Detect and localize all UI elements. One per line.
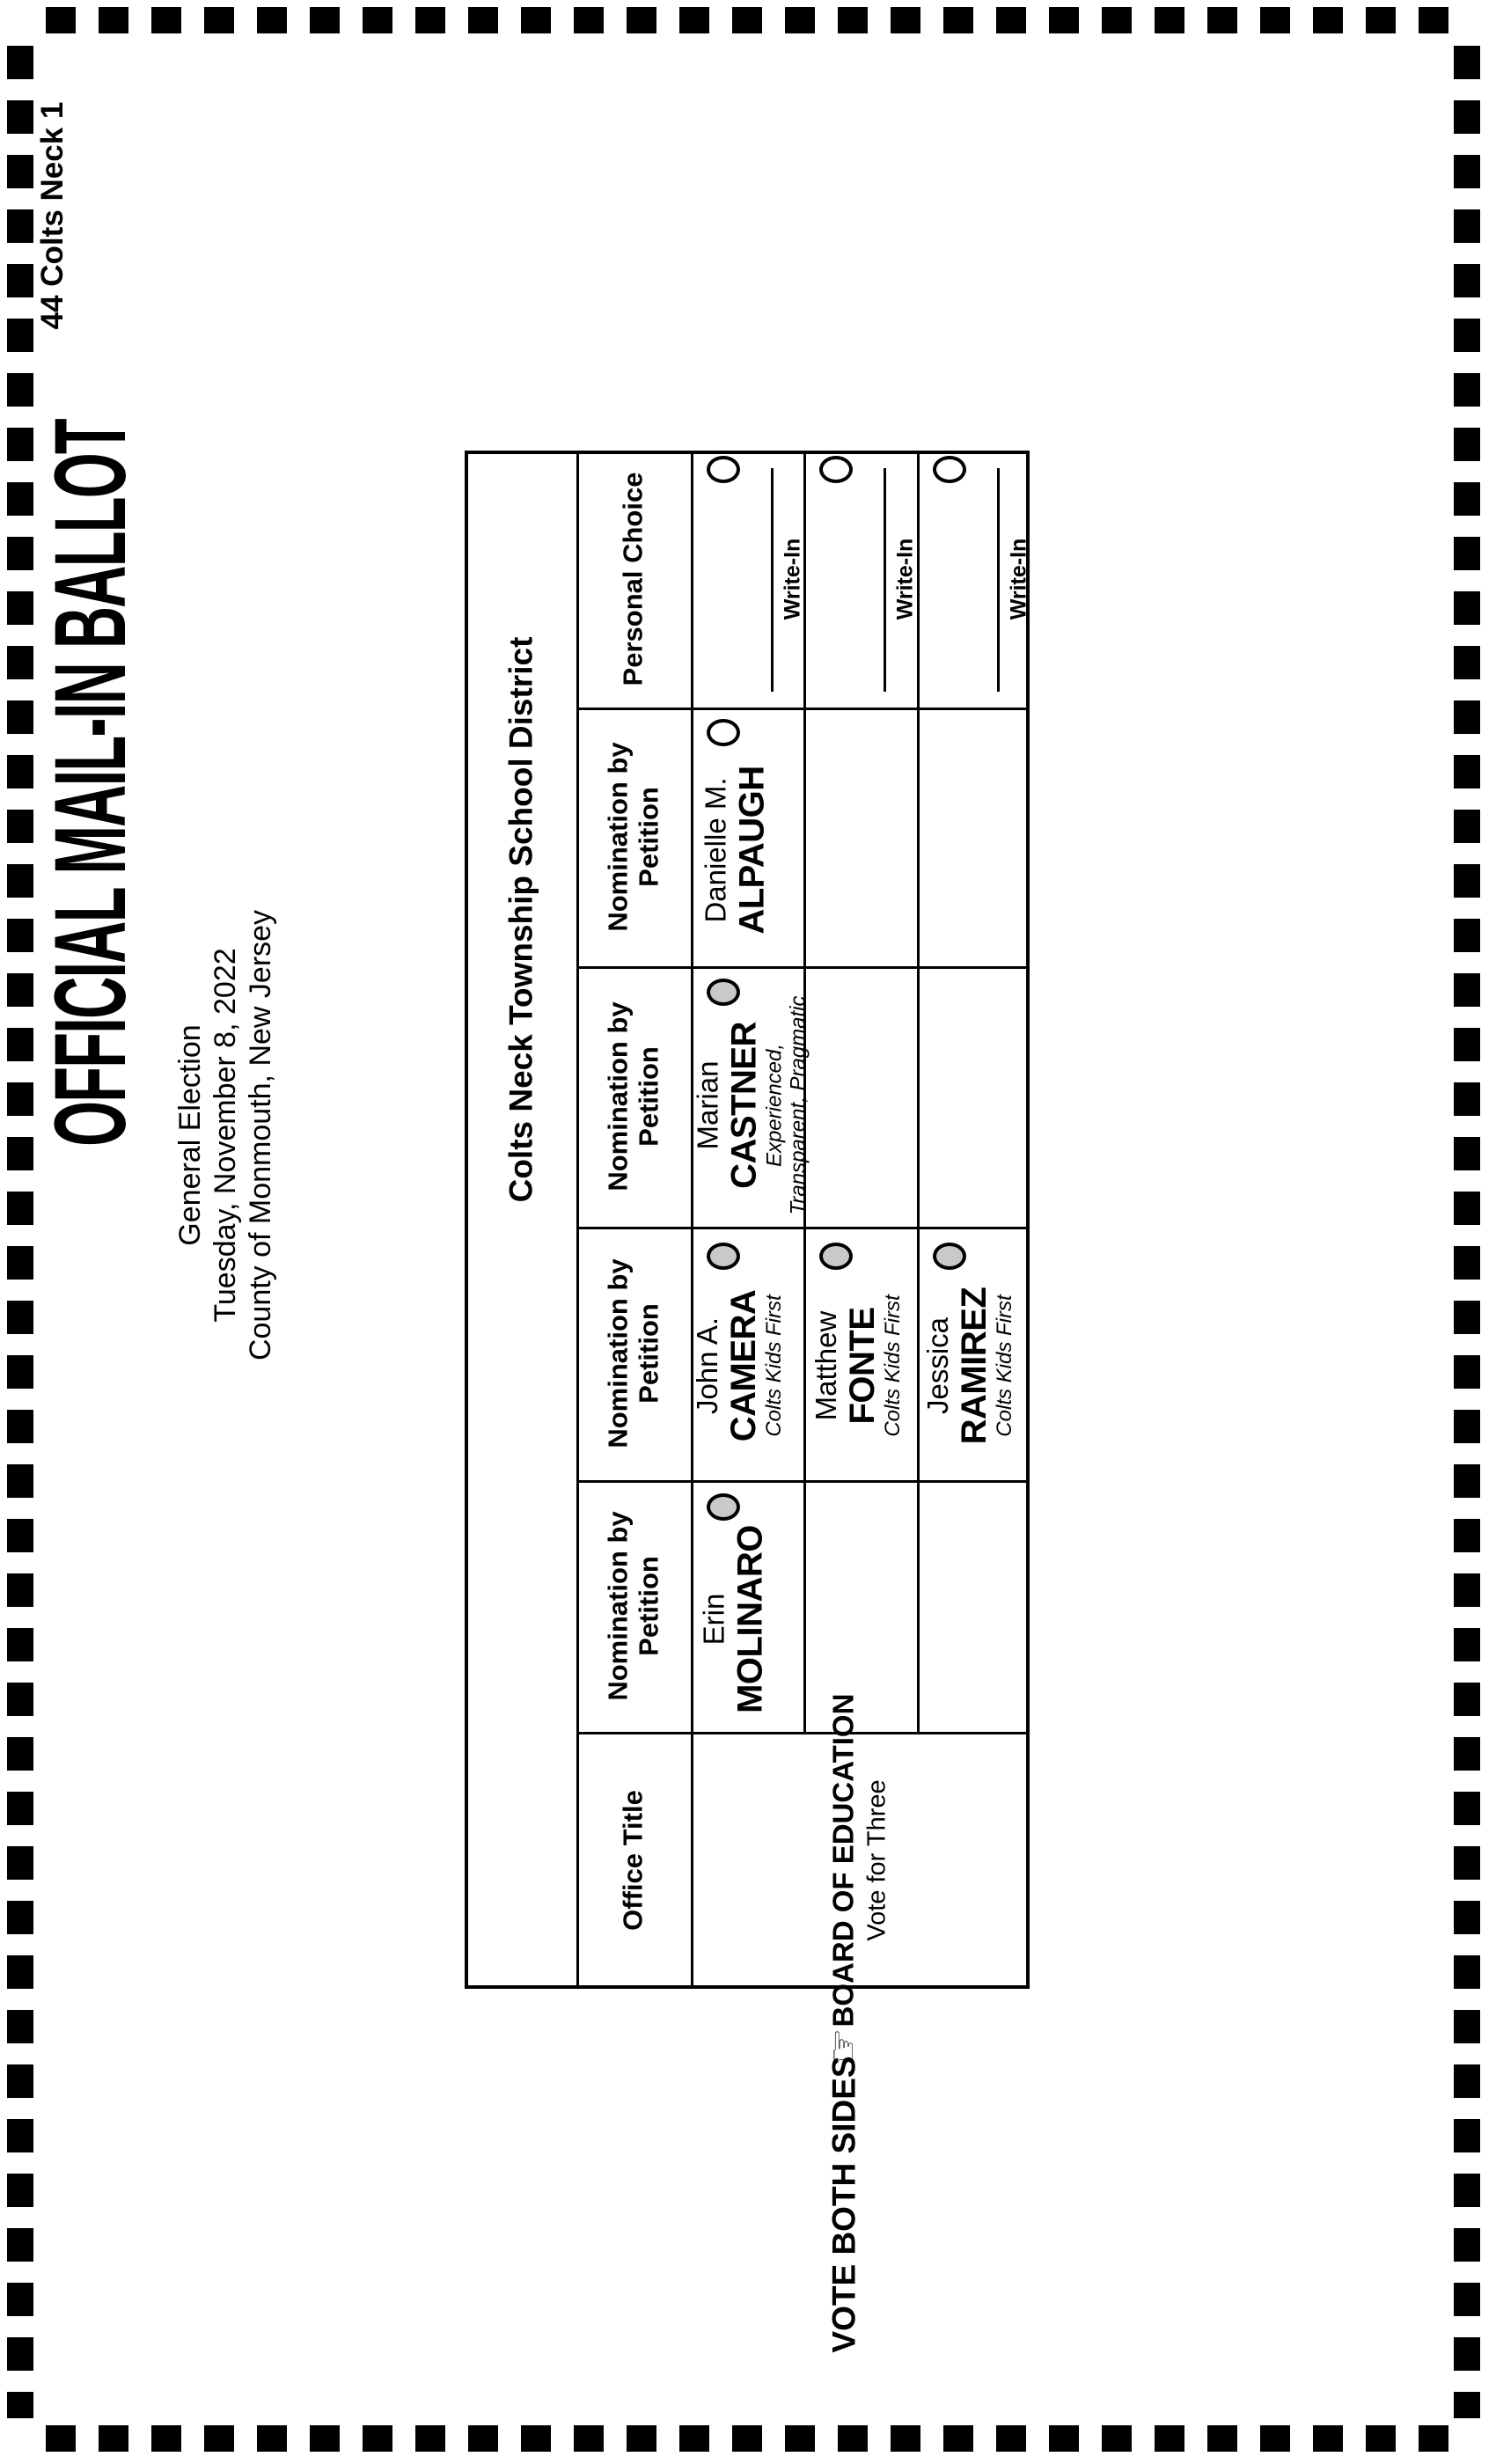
candidate-castner-name-line: Marian — [691, 1060, 724, 1150]
candidate-castner-slogan-line1: Experienced, — [762, 1043, 787, 1168]
write-in-line-1[interactable] — [771, 468, 774, 692]
ballot-table — [465, 451, 1030, 1989]
table-line-title-separator — [576, 451, 579, 1989]
write-in-line-3[interactable] — [997, 468, 1000, 692]
ballot-title: OFFICIAL MAIL-IN BALLOT — [33, 420, 147, 1147]
table-line-strip4-strip5 — [576, 1480, 1030, 1483]
header-nomination-2-line1: Nomination by — [602, 1001, 634, 1192]
candidate-camera-slogan: Colts Kids First — [762, 1294, 787, 1437]
candidate-alpaugh — [700, 766, 772, 934]
dashed-border-left — [7, 46, 33, 2418]
candidate-camera — [692, 1290, 787, 1442]
header-nomination-2-line2: Petition — [633, 1046, 664, 1147]
write-in-bubble-3[interactable] — [933, 456, 966, 483]
table-line-header-separator — [691, 451, 693, 1989]
dashed-border-top — [46, 7, 1450, 33]
candidate-alpaugh-surname: ALPAUGH — [732, 766, 772, 935]
candidate-camera-surname: CAMERA — [724, 1289, 764, 1442]
candidate-molinaro — [699, 1525, 770, 1713]
candidate-ramirez — [922, 1287, 1017, 1445]
candidate-fonte-slogan: Colts Kids First — [881, 1294, 906, 1437]
write-in-line-2[interactable] — [884, 468, 886, 692]
table-line-strip5-strip6 — [576, 1732, 1030, 1734]
dashed-border-bottom — [46, 2425, 1450, 2452]
pointing-hand-icon: ☞ — [819, 2028, 866, 2064]
bubble-molinaro[interactable] — [707, 1493, 740, 1521]
header-nomination-3-line1: Nomination by — [602, 1258, 634, 1448]
bubble-ramirez[interactable] — [933, 1243, 966, 1270]
vote-both-sides-label: VOTE BOTH SIDES — [825, 2056, 862, 2353]
header-nomination-4-line2: Petition — [633, 1556, 664, 1656]
header-nomination-1-line2: Petition — [633, 787, 664, 887]
bubble-camera[interactable] — [707, 1243, 740, 1270]
header-office-title: Office Title — [617, 1790, 649, 1931]
candidate-ramirez-surname: RAMIREZ — [955, 1287, 994, 1445]
candidate-ramirez-name-line: Jessica — [921, 1316, 955, 1415]
candidate-molinaro-surname: MOLINARO — [730, 1525, 770, 1713]
candidate-ramirez-slogan: Colts Kids First — [993, 1294, 1017, 1437]
subtitle-county: County of Monmouth, New Jersey — [244, 909, 278, 1361]
candidate-fonte-surname: FONTE — [843, 1307, 883, 1425]
office-cell — [825, 1694, 893, 2028]
dashed-border-right — [1454, 46, 1480, 2418]
table-line-strip1-strip2 — [576, 708, 1030, 710]
candidate-fonte — [810, 1294, 906, 1436]
header-nomination-4 — [603, 1511, 664, 1700]
header-personal-choice: Personal Choice — [617, 472, 649, 686]
header-nomination-2 — [603, 1001, 664, 1191]
office-instruction: Vote for Three — [862, 1779, 891, 1941]
write-in-bubble-1[interactable] — [707, 456, 740, 483]
header-nomination-4-line1: Nomination by — [602, 1511, 634, 1701]
subtitle-election-type: General Election — [172, 1024, 207, 1246]
candidate-castner-slogan-line2: Transparent, Pragmatic — [786, 995, 810, 1215]
header-nomination-3 — [603, 1258, 664, 1448]
candidate-molinaro-name-line: Erin — [697, 1593, 730, 1646]
candidate-fonte-name-line: Matthew — [810, 1310, 843, 1421]
header-nomination-3-line2: Petition — [633, 1303, 664, 1404]
ballot-subtitle — [172, 910, 278, 1360]
bubble-alpaugh[interactable] — [707, 719, 740, 746]
write-in-bubble-2[interactable] — [819, 456, 853, 483]
write-in-label-2: Write-In — [892, 538, 918, 620]
write-in-label-3: Write-In — [1006, 538, 1031, 620]
table-line-strip2-strip3 — [576, 966, 1030, 969]
candidate-castner-surname: CASTNER — [724, 1022, 764, 1189]
office-name: BOARD OF EDUCATION — [826, 1693, 860, 2028]
subtitle-election-date: Tuesday, November 8, 2022 — [208, 948, 242, 1323]
write-in-label-1: Write-In — [780, 538, 805, 620]
table-line-row2-row3 — [917, 451, 920, 1732]
district-title: Colts Neck Township School District — [502, 636, 539, 1203]
precinct-label: 44 Colts Neck 1 — [34, 101, 70, 330]
header-nomination-1-line1: Nomination by — [602, 742, 634, 932]
bubble-fonte[interactable] — [819, 1243, 853, 1270]
header-nomination-1 — [603, 742, 664, 931]
candidate-castner — [693, 996, 811, 1215]
table-line-strip3-strip4 — [576, 1227, 1030, 1229]
candidate-alpaugh-name-line: Danielle M. — [699, 777, 732, 923]
candidate-camera-name-line: John A. — [691, 1316, 724, 1415]
